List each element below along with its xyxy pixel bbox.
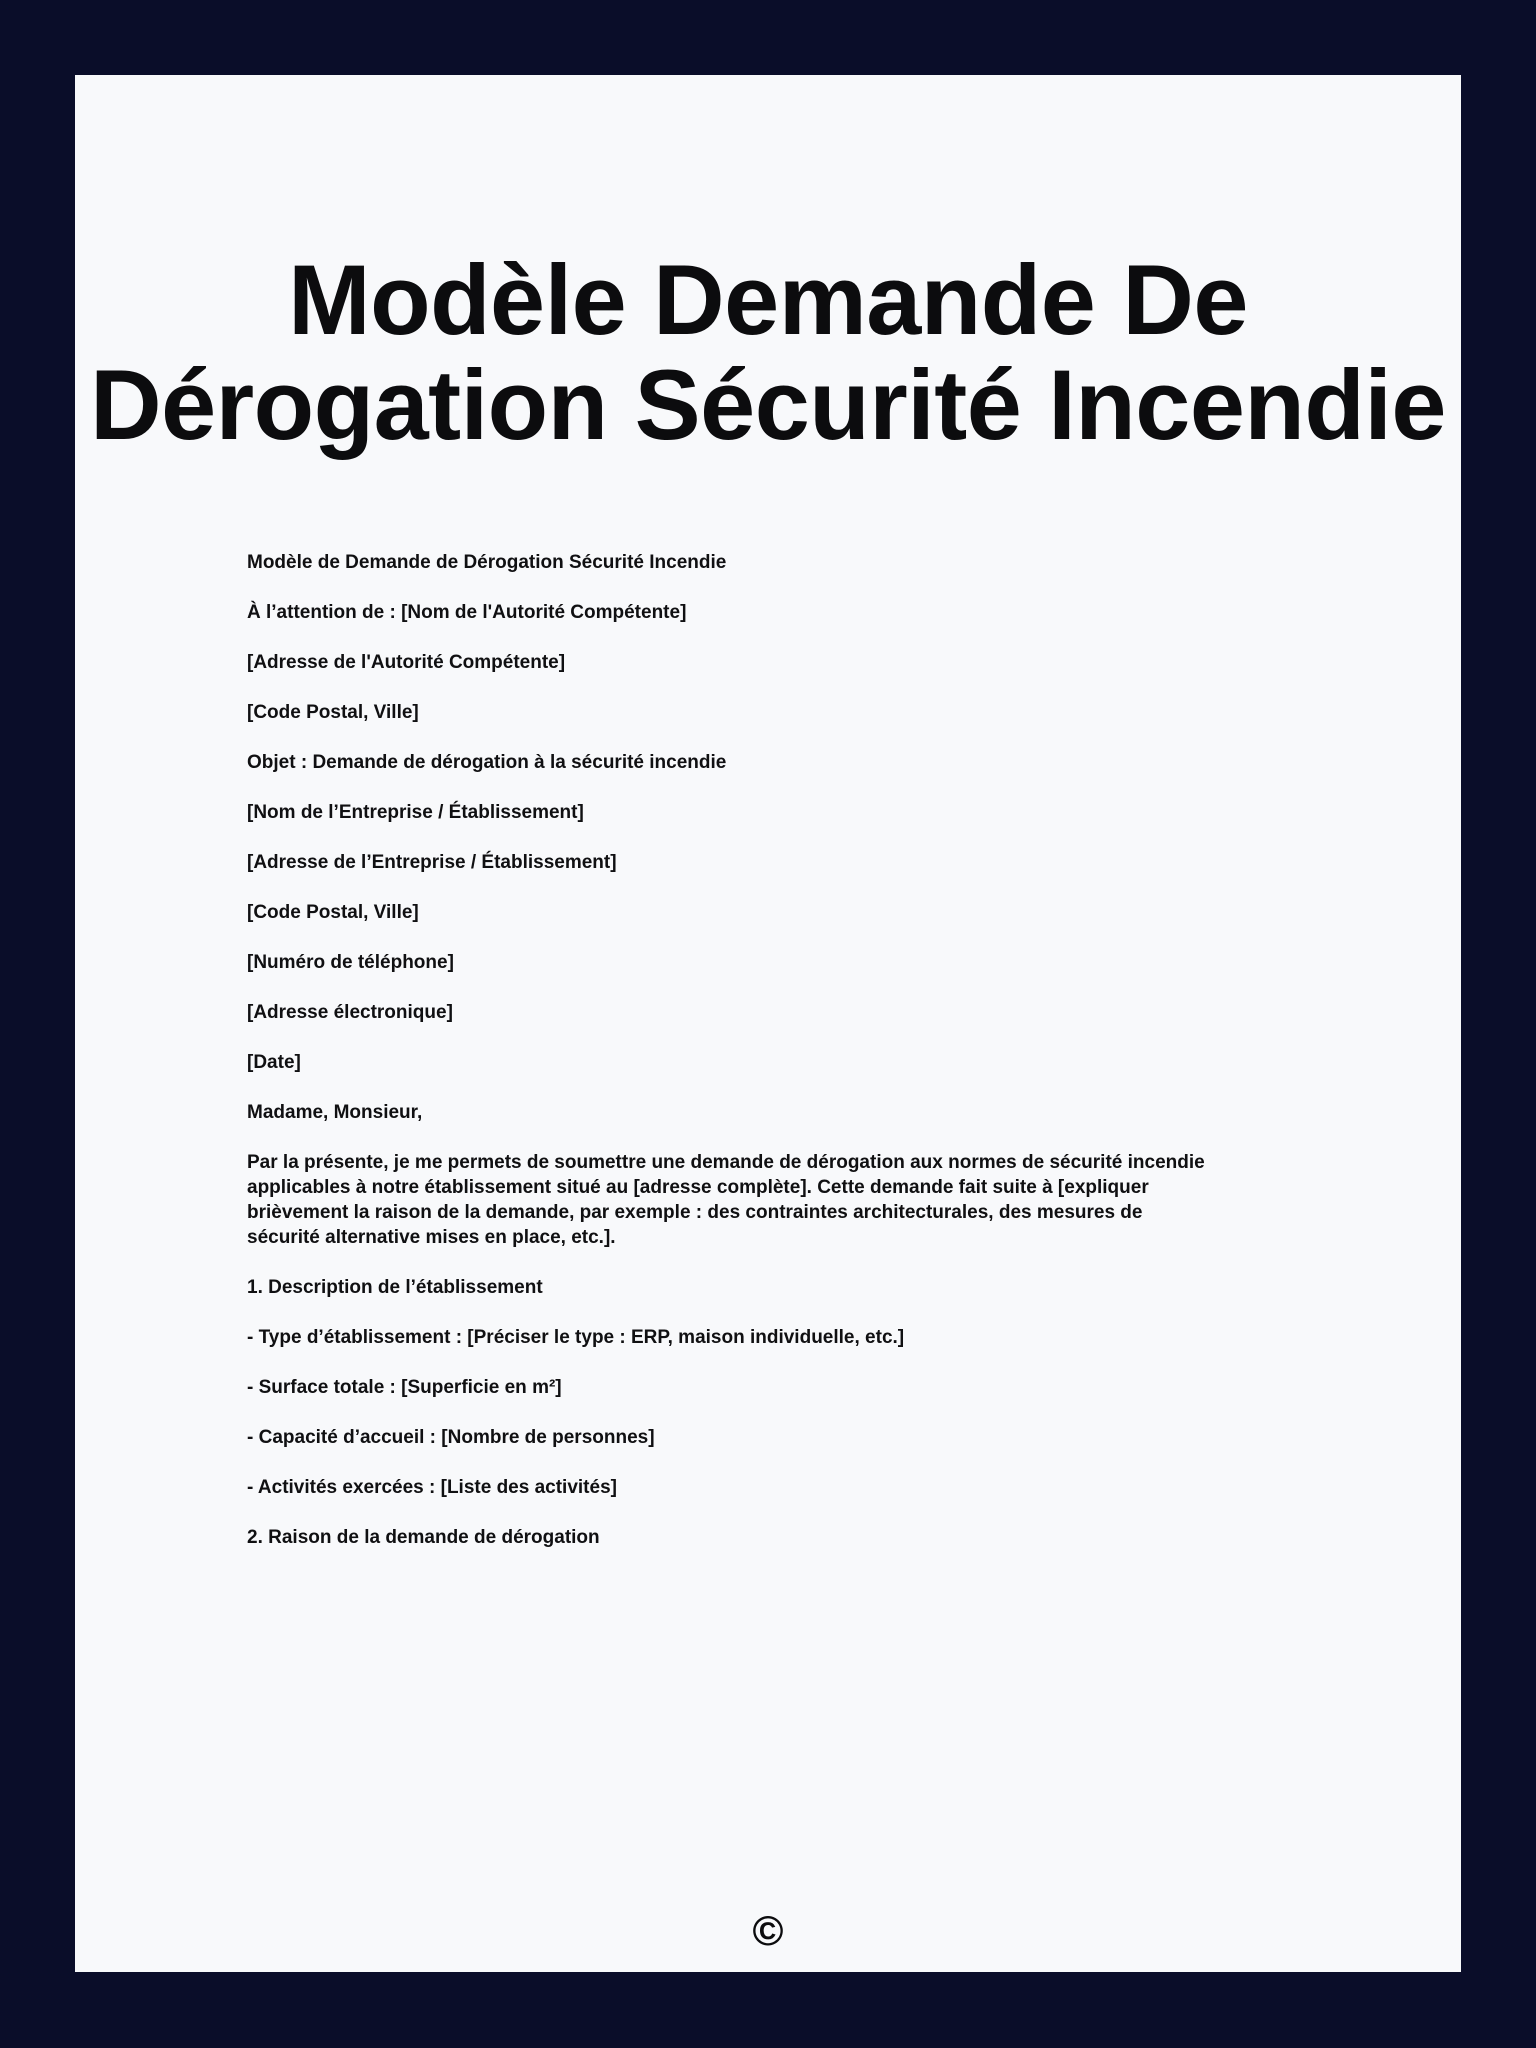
doc-bullet-surface: - Surface totale : [Superficie en m²]: [247, 1377, 562, 1398]
paragraph-line: brièvement la raison de la demande, par exemple : des contraintes architecturales, des mesures de: [247, 1202, 1143, 1223]
doc-bullet-capacity: - Capacité d’accueil : [Nombre de personnes]: [247, 1427, 655, 1448]
doc-line-authority-address: [Adresse de l'Autorité Compétente]: [247, 652, 566, 673]
doc-line-objet: Objet : Demande de dérogation à la sécurité incendie: [247, 752, 727, 773]
doc-line-company-address: [Adresse de l’Entreprise / Établissement]: [247, 852, 617, 873]
page-title-line-1: Modèle Demande De: [288, 244, 1248, 355]
doc-line-date: [Date]: [247, 1052, 301, 1073]
doc-line-email: [Adresse électronique]: [247, 1002, 453, 1023]
doc-line-phone: [Numéro de téléphone]: [247, 952, 454, 973]
copyright-icon: ©: [752, 1907, 784, 1954]
doc-section-1-heading: 1. Description de l’établissement: [247, 1277, 543, 1298]
page-title-line-2: Dérogation Sécurité Incendie: [90, 349, 1446, 460]
doc-bullet-activities: - Activités exercées : [Liste des activités]: [247, 1477, 617, 1498]
doc-section-2-heading: 2. Raison de la demande de dérogation: [247, 1527, 600, 1548]
document-page: [75, 75, 1461, 1972]
doc-line-salutation: Madame, Monsieur,: [247, 1102, 423, 1123]
doc-line-attention: À l’attention de : [Nom de l'Autorité Compétente]: [247, 602, 687, 623]
doc-line-authority-postal: [Code Postal, Ville]: [247, 702, 419, 723]
paragraph-line: sécurité alternative mises en place, etc.].: [247, 1227, 616, 1248]
doc-bullet-type: - Type d’établissement : [Préciser le type : ERP, maison individuelle, etc.]: [247, 1327, 905, 1348]
page-title: [75, 244, 1461, 460]
paragraph-line: Par la présente, je me permets de soumettre une demande de dérogation aux normes de sécurité incendie: [247, 1152, 1205, 1173]
document-body: [247, 550, 1287, 1575]
paragraph-line: applicables à notre établissement situé au [adresse complète]. Cette demande fait suite à [expliquer: [247, 1177, 1149, 1198]
doc-line-company-name: [Nom de l’Entreprise / Établissement]: [247, 802, 584, 823]
doc-paragraph-request: [247, 1150, 1287, 1250]
doc-line-heading: Modèle de Demande de Dérogation Sécurité Incendie: [247, 552, 727, 573]
doc-line-company-postal: [Code Postal, Ville]: [247, 902, 419, 923]
